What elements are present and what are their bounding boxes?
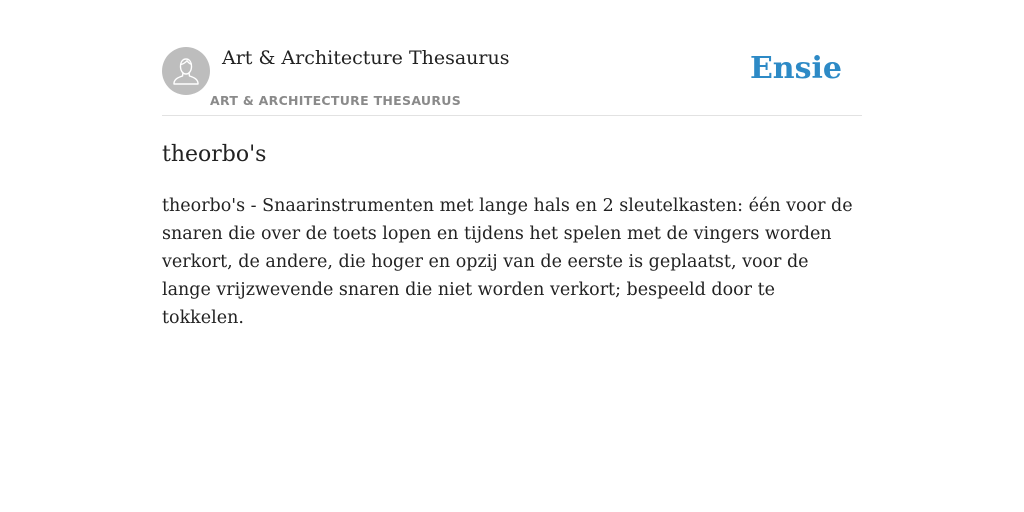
header xyxy=(162,0,862,116)
page xyxy=(162,0,862,512)
avatar[interactable] xyxy=(162,47,210,95)
category-label[interactable]: ART & ARCHITECTURE THESAURUS xyxy=(210,93,462,108)
brand-logo[interactable]: Ensie xyxy=(749,51,842,86)
user-icon xyxy=(162,47,210,95)
author-name[interactable]: Art & Architecture Thesaurus xyxy=(222,47,510,69)
entry-title: theorbo's xyxy=(162,142,267,167)
entry-definition: theorbo's - Snaarinstrumenten met lange hals en 2 sleutelkasten: één voor de snaren die over de toets lopen en tijdens het spelen met de vingers worden verkort, de andere, die hoger en opzij van de eerste is geplaatst, voor de lange vrijzwevende snaren die niet worden verkort; bespeeld door te tokkelen. xyxy=(162,196,853,328)
